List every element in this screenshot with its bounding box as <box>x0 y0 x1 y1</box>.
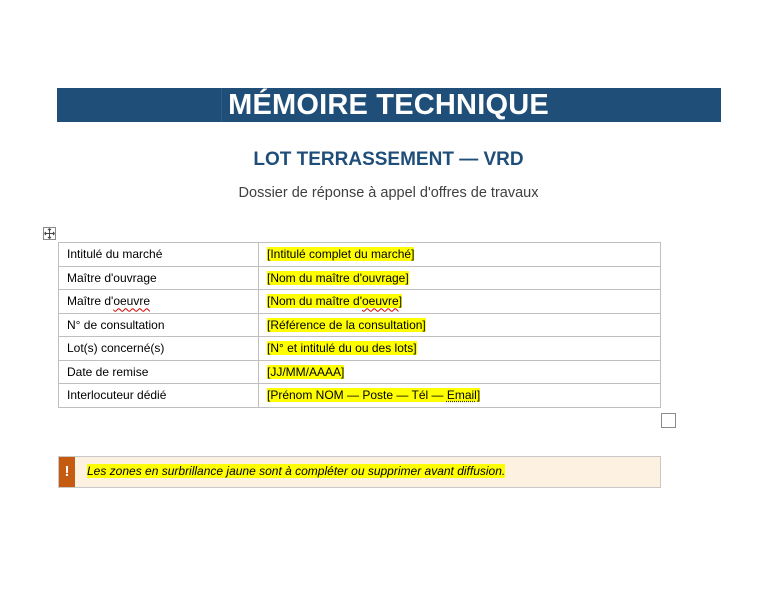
row-value-cell[interactable] <box>259 360 661 384</box>
placeholder-text: ] <box>476 388 481 403</box>
placeholder-value[interactable] <box>267 294 402 308</box>
row-label: Date de remise <box>59 360 259 384</box>
placeholder-value[interactable]: [Intitulé complet du marché] <box>267 247 415 262</box>
row-value-cell[interactable] <box>259 290 661 314</box>
row-value-cell[interactable] <box>259 337 661 361</box>
callout-text <box>87 464 505 478</box>
lot-heading: LOT TERRASSEMENT — VRD <box>253 149 524 170</box>
row-label: Interlocuteur dédié <box>59 384 259 408</box>
row-value-cell[interactable] <box>259 313 661 337</box>
table-move-handle-icon[interactable] <box>43 227 56 240</box>
placeholder-text: [Prénom NOM — Poste — Tél — <box>267 388 447 403</box>
warning-icon: ! <box>59 457 75 487</box>
placeholder-value[interactable] <box>267 388 480 402</box>
info-callout <box>58 456 661 488</box>
placeholder-value[interactable]: [Nom du maître d'ouvrage] <box>267 270 409 285</box>
row-label <box>59 290 259 314</box>
spellcheck-word: oeuvre <box>362 294 399 309</box>
table-row <box>59 243 661 267</box>
table-row <box>59 290 661 314</box>
row-value-cell[interactable] <box>259 266 661 290</box>
table-row <box>59 384 661 408</box>
placeholder-text: ] <box>398 294 403 309</box>
callout-highlighted-text: Les zones en surbrillance jaune sont à compléter ou supprimer avant diffusion. <box>87 464 506 478</box>
row-label: Lot(s) concerné(s) <box>59 337 259 361</box>
document-title: MÉMOIRE TECHNIQUE <box>228 89 549 121</box>
placeholder-value[interactable]: [N° et intitulé du ou des lots] <box>267 341 417 356</box>
placeholder-text: [Nom du maître d' <box>267 294 362 309</box>
placeholder-value[interactable]: [JJ/MM/AAAA] <box>267 364 345 379</box>
table-row <box>59 313 661 337</box>
project-info-table <box>58 242 661 408</box>
table-resize-handle[interactable] <box>661 413 676 428</box>
row-label: Maître d'ouvrage <box>59 266 259 290</box>
table-row <box>59 360 661 384</box>
row-label: N° de consultation <box>59 313 259 337</box>
grammar-marked-word: Email <box>446 388 477 403</box>
spellcheck-word: oeuvre <box>113 294 151 309</box>
row-label: Intitulé du marché <box>59 243 259 267</box>
table-row <box>59 337 661 361</box>
placeholder-value[interactable]: [Référence de la consultation] <box>267 317 426 332</box>
row-value-cell[interactable] <box>259 384 661 408</box>
row-label-text: Maître d' <box>67 294 114 309</box>
row-value-cell[interactable] <box>259 243 661 267</box>
document-subtitle: Dossier de réponse à appel d'offres de travaux <box>238 185 539 201</box>
table-row <box>59 266 661 290</box>
